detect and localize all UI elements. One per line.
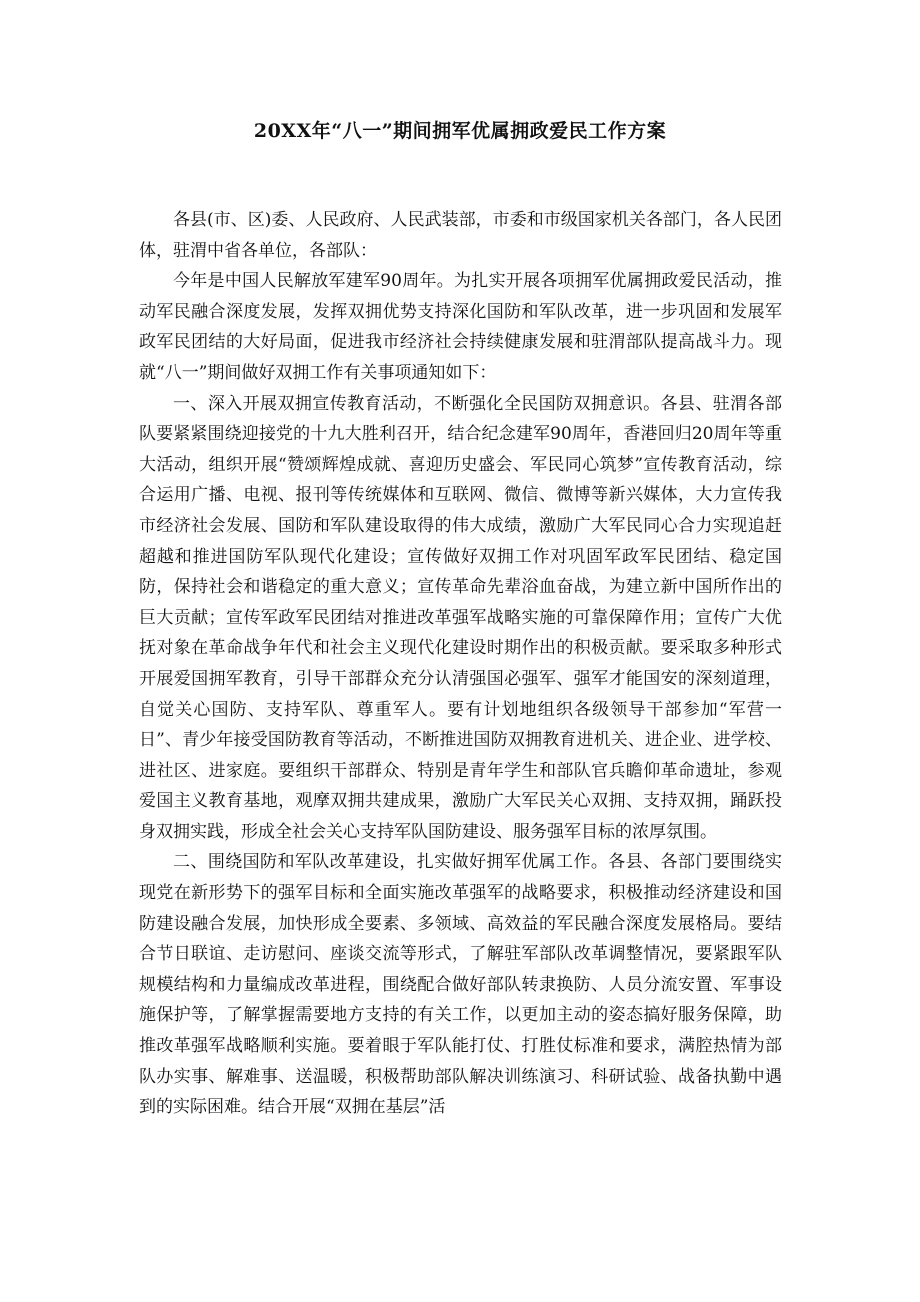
document-body xyxy=(139,205,782,1123)
section-two-paragraph: 二、围绕国防和军队改革建设，扎实做好拥军优属工作。各县、各部门要围绕实现党在新形势下的强军目标和全面实施改革强军的战略要求，积极推动经济建设和国防建设融合发展，加快形成全要素、多领域、高效益的军民融合深度发展格局。要结合节日联谊、走访慰问、座谈交流等形式，了解驻军部队改革调整情况，要紧跟军队规模结构和力量编成改革进程，围绕配合做好部队转隶换防、人员分流安置、军事设施保护等，了解掌握需要地方支持的有关工作，以更加主动的姿态搞好服务保障，助推改革强军战略顺利实施。要着眼于军队能打仗、打胜仗标准和要求，满腔热情为部队办实事、解难事、送温暖，积极帮助部队解决训练演习、科研试验、战备执勤中遇到的实际困难。结合开展“双拥在基层”活 xyxy=(139,852,782,1118)
intro-paragraph: 今年是中国人民解放军建军90周年。为扎实开展各项拥军优属拥政爱民活动，推动军民融合深度发展，发挥双拥优势支持深化国防和军队改革，进一步巩固和发展军政军民团结的大好局面，促进我市经济社会持续健康发展和驻渭部队提高战斗力。现就“八一”期间做好双拥工作有关事项通知如下： xyxy=(139,271,782,383)
document-title: 20XX年“八一”期间拥军优属拥政爱民工作方案 xyxy=(253,120,667,142)
salutation-paragraph: 各县(市、区)委、人民政府、人民武装部，市委和市级国家机关各部门，各人民团体，驻渭中省各单位，各部队： xyxy=(139,210,782,261)
section-one-paragraph: 一、深入开展双拥宣传教育活动，不断强化全民国防双拥意识。各县、驻渭各部队要紧紧围绕迎接党的十九大胜利召开，结合纪念建军90周年，香港回归20周年等重大活动，组织开展“赞颂辉煌成就、喜迎历史盛会、军民同心筑梦”宣传教育活动，综合运用广播、电视、报刊等传统媒体和互联网、微信、微博等新兴媒体，大力宣传我市经济社会发展、国防和军队建设取得的伟大成绩，激励广大军民同心合力实现追赶超越和推进国防军队现代化建设；宣传做好双拥工作对巩固军政军民团结、稳定国防，保持社会和谐稳定的重大意义；宣传革命先辈浴血奋战，为建立新中国所作出的巨大贡献；宣传军政军民团结对推进改革强军战略实施的可靠保障作用；宣传广大优抚对象在革命战争年代和社会主义现代化建设时期作出的积极贡献。要采取多种形式开展爱国拥军教育，引导干部群众充分认清强国必强军、强军才能国安的深刻道理，自觉关心国防、支持军队、尊重军人。要有计划地组织各级领导干部参加“军营一日”、青少年接受国防教育等活动，不断推进国防双拥教育进机关、进企业、进学校、进社区、进家庭。要组织干部群众、特别是青年学生和部队官兵瞻仰革命遗址，参观爱国主义教育基地，观摩双拥共建成果，激励广大军民关心双拥、支持双拥，踊跃投身双拥实践，形成全社会关心支持军队国防建设、服务强军目标的浓厚氛围。 xyxy=(139,393,782,842)
